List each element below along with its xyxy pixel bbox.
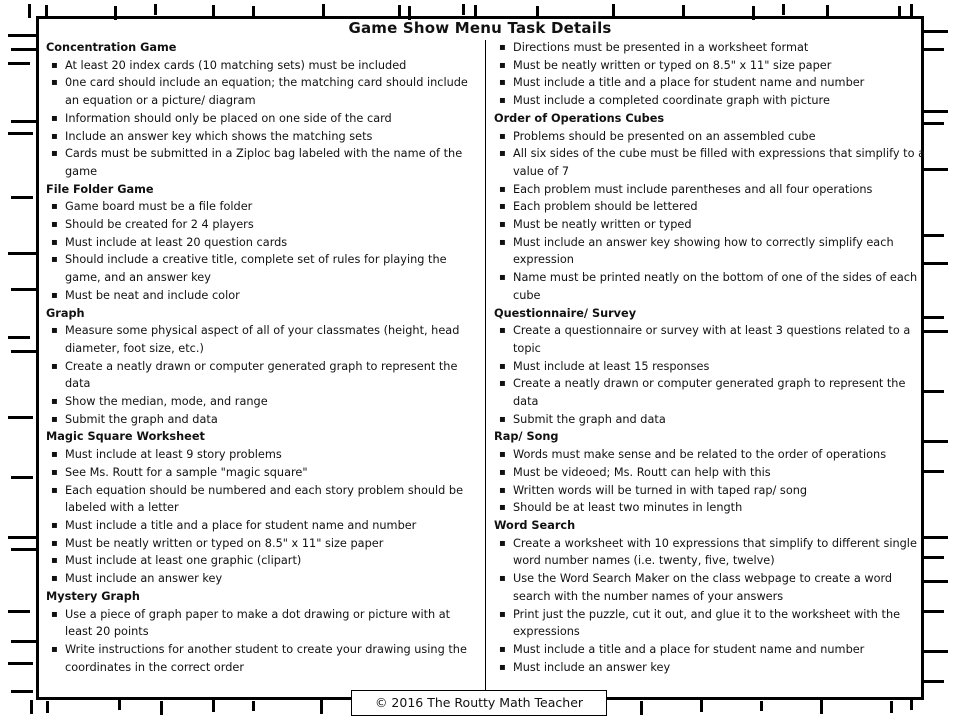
border-tick (612, 4, 615, 18)
list-item: ▪ Must be neat and include color (46, 287, 478, 305)
list-item: ▪ Each equation should be numbered and each story problem should be labeled with a letter (46, 482, 478, 517)
border-tick (820, 700, 823, 714)
border-tick (11, 350, 39, 353)
border-tick (8, 416, 33, 419)
section-heading: Magic Square Worksheet (46, 430, 205, 444)
border-tick (8, 662, 33, 665)
section-heading: Word Search (494, 518, 576, 532)
list-item: ▪ Must include a title and a place for student name and number (46, 517, 478, 535)
border-tick (118, 700, 121, 710)
list-item: ▪ Must be videoed; Ms. Routt can help with this (494, 464, 932, 482)
list-item: ▪ Must include an answer key (46, 570, 478, 588)
border-tick (30, 700, 33, 714)
list-item: ▪ Written words will be turned in with taped rap/ song (494, 482, 932, 500)
list-item: ▪ Must be neatly written or typed on 8.5" x 11" size paper (494, 57, 932, 75)
border-tick (910, 700, 913, 710)
list-item: ▪ Must include at least 9 story problems (46, 446, 478, 464)
border-tick (212, 700, 215, 712)
list-item: ▪ Must include at least 20 question cards (46, 234, 478, 252)
border-tick (640, 701, 643, 715)
border-tick (11, 196, 33, 199)
list-item: ▪ Create a neatly drawn or computer generated graph to represent the data (46, 358, 478, 393)
section-heading: Questionnaire/ Survey (494, 306, 637, 320)
list-item: ▪ At least 20 index cards (10 matching sets) must be included (46, 57, 478, 75)
border-tick (752, 6, 755, 20)
border-tick (890, 701, 893, 713)
list-item: ▪ Create a worksheet with 10 expressions that simplify to different single word number names (i.e. twenty, five, twelve) (494, 535, 932, 570)
list-item: ▪ Measure some physical aspect of all of your classmates (height, head diameter, foot size, etc.) (46, 322, 478, 357)
list-item: ▪ Must include a completed coordinate graph with picture (494, 92, 932, 110)
list-item: ▪ Each problem should be lettered (494, 198, 932, 216)
border-tick (11, 640, 39, 643)
list-item: ▪ Each problem must include parentheses and all four operations (494, 181, 932, 199)
border-tick (700, 700, 703, 712)
list-item: ▪ Must include an answer key showing how to correctly simplify each expression (494, 234, 932, 269)
border-tick (11, 690, 33, 693)
border-tick (408, 6, 411, 20)
section-heading: Graph (46, 306, 85, 320)
list-item: ▪ Name must be printed neatly on the bottom of one of the sides of each cube (494, 269, 932, 304)
border-tick (8, 132, 33, 135)
list-item: ▪ Must include a title and a place for student name and number (494, 74, 932, 92)
list-item: ▪ Should include a creative title, complete set of rules for playing the game, and an answer key (46, 251, 478, 286)
list-item: ▪ Must be neatly written or typed on 8.5" x 11" size paper (46, 535, 478, 553)
list-item: ▪ Must be neatly written or typed (494, 216, 932, 234)
bullet-list (46, 322, 478, 428)
border-tick (8, 610, 30, 613)
list-item: ▪ Problems should be presented on an assembled cube (494, 128, 932, 146)
border-tick (682, 5, 685, 16)
list-item: ▪ Must include at least one graphic (clipart) (46, 552, 478, 570)
section-heading: Rap/ Song (494, 430, 559, 444)
list-item: ▪ Show the median, mode, and range (46, 393, 478, 411)
section-rap-song (494, 428, 932, 517)
list-item: ▪ 0ne card should include an equation; the matching card should include an equation or a picture/ diagram (46, 74, 478, 109)
bullet-list (46, 57, 478, 181)
list-item: ▪ Information should only be placed on one side of the card (46, 110, 478, 128)
border-tick (160, 701, 163, 715)
list-item: ▪ Write instructions for another student to create your drawing using the coordinates in the correct order (46, 641, 478, 676)
border-tick (252, 6, 255, 17)
list-item: ▪ Create a questionnaire or survey with at least 3 questions related to a topic (494, 322, 932, 357)
list-item: ▪ Print just the puzzle, cut it out, and glue it to the worksheet with the expressions (494, 606, 932, 641)
section-file-folder-game (46, 181, 478, 305)
border-tick (28, 4, 31, 18)
border-tick (252, 701, 255, 711)
section-order-of-operations-cubes (494, 110, 932, 305)
bullet-list (46, 606, 478, 677)
list-item: ▪ All six sides of the cube must be filled with expressions that simplify to a value of 7 (494, 145, 932, 180)
border-tick (924, 680, 944, 683)
bullet-list (494, 128, 932, 305)
bullet-list (494, 535, 932, 677)
border-tick (322, 4, 325, 18)
border-tick (826, 5, 829, 19)
list-item: ▪ Submit the graph and data (494, 411, 932, 429)
border-tick (320, 700, 323, 714)
border-tick (8, 62, 30, 65)
border-tick (474, 5, 477, 19)
border-tick (11, 476, 33, 479)
section-magic-square-worksheet (46, 428, 478, 587)
section-graph (46, 305, 478, 429)
page-title: Game Show Menu Task Details (348, 19, 612, 37)
list-item: ▪ Use a piece of graph paper to make a dot drawing or picture with at least 20 points (46, 606, 478, 641)
border-tick (462, 4, 465, 15)
border-tick (910, 4, 913, 18)
border-tick (8, 336, 30, 339)
section-concentration-game (46, 39, 478, 181)
list-item: ▪ Use the Word Search Maker on the class webpage to create a word search with the number names of your answers (494, 570, 932, 605)
bullet-list (494, 446, 932, 517)
list-item: ▪ Cards must be submitted in a Ziploc bag labeled with the name of the game (46, 145, 478, 180)
border-tick (782, 4, 785, 15)
border-tick (114, 6, 117, 20)
border-tick (8, 536, 36, 539)
copyright-footer: © 2016 The Routty Math Teacher (351, 690, 607, 716)
list-item: ▪ Words must make sense and be related to the order of operations (494, 446, 932, 464)
section-questionnaire-survey (494, 305, 932, 429)
section-continued (494, 39, 932, 110)
border-tick (212, 5, 215, 19)
list-item: ▪ Should be created for 2 4 players (46, 216, 478, 234)
border-tick (898, 6, 901, 17)
bullet-list (494, 322, 932, 428)
list-item: ▪ Create a neatly drawn or computer generated graph to represent the data (494, 375, 932, 410)
border-tick (11, 548, 36, 551)
list-item: ▪ Must include a title and a place for student name and number (494, 641, 932, 659)
list-item: ▪ Include an answer key which shows the matching sets (46, 128, 478, 146)
bullet-list (46, 198, 478, 304)
section-heading: File Folder Game (46, 182, 154, 196)
bullet-list (494, 39, 932, 110)
border-tick (11, 48, 36, 51)
border-tick (11, 120, 39, 123)
section-heading: Mystery Graph (46, 589, 140, 603)
left-column (46, 39, 478, 676)
list-item: ▪ Directions must be presented in a worksheet format (494, 39, 932, 57)
list-item: ▪ See Ms. Routt for a sample "magic square" (46, 464, 478, 482)
right-column (494, 39, 932, 676)
list-item: ▪ Must include an answer key (494, 659, 932, 677)
section-heading: Concentration Game (46, 41, 177, 54)
border-tick (154, 4, 157, 15)
section-word-search (494, 517, 932, 676)
list-item: ▪ Game board must be a file folder (46, 198, 478, 216)
list-item: ▪ Must include at least 15 responses (494, 358, 932, 376)
border-tick (536, 6, 539, 17)
list-item: ▪ Should be at least two minutes in length (494, 499, 932, 517)
border-tick (46, 701, 49, 713)
section-heading: Order of Operations Cubes (494, 111, 665, 125)
column-divider (485, 40, 486, 690)
border-tick (398, 5, 401, 16)
border-tick (11, 288, 36, 291)
list-item: ▪ Submit the graph and data (46, 411, 478, 429)
section-mystery-graph (46, 588, 478, 677)
border-tick (45, 5, 48, 16)
border-tick (8, 252, 36, 255)
border-tick (760, 701, 763, 711)
bullet-list (46, 446, 478, 588)
